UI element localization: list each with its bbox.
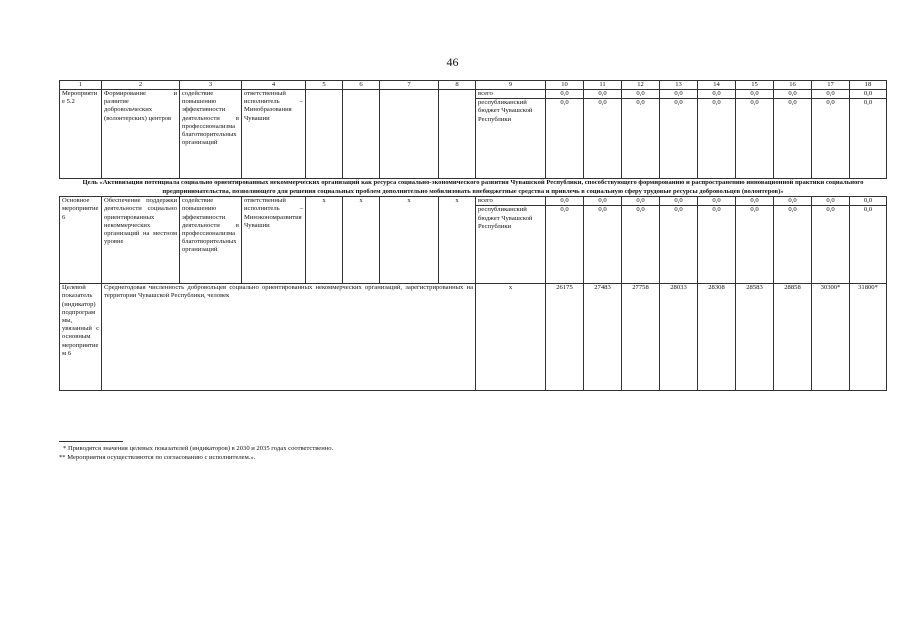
col-number: 2 (102, 81, 180, 90)
goal-row (60, 179, 887, 197)
col-number: 15 (736, 81, 774, 90)
col-number: 9 (476, 81, 546, 90)
value-cell: 0,0 (698, 206, 736, 284)
value-cell: 0,0 (812, 197, 850, 206)
indicator-value: 27758 (622, 284, 660, 391)
value-cell: 0,0 (774, 197, 812, 206)
cell (380, 90, 439, 179)
col-number: 12 (622, 81, 660, 90)
value-cell: 0,0 (812, 206, 850, 284)
measure-goal: содействие повышению эффективности деятельности в профессионализма благотворительных организаций (180, 197, 242, 284)
measure-name: Основное мероприятие 6 (60, 197, 102, 284)
value-cell: 0,0 (584, 90, 622, 99)
value-cell: 0,0 (736, 99, 774, 179)
value-cell: 0,0 (850, 99, 887, 179)
value-cell: 0,0 (546, 99, 584, 179)
col-number: 8 (439, 81, 476, 90)
cell (306, 90, 343, 179)
cell: x (306, 197, 343, 284)
cell: x (343, 197, 380, 284)
indicator-description: Среднегодовая численность добровольцев социально ориентированных некоммерческих организаций, зарегистрированных на территории Чувашской Республики, человек (102, 284, 476, 391)
cell (439, 90, 476, 179)
col-number: 6 (343, 81, 380, 90)
measure-executor: ответственный исполнитель – Минобразования Чувашии (242, 90, 306, 179)
col-number: 18 (850, 81, 887, 90)
value-cell: 0,0 (698, 99, 736, 179)
table-row-target-indicator (60, 284, 887, 391)
value-cell: 0,0 (622, 206, 660, 284)
cell: x (439, 197, 476, 284)
value-cell: 0,0 (660, 197, 698, 206)
value-cell: 0,0 (660, 206, 698, 284)
funding-source-budget: республиканский бюджет Чувашской Республики (476, 99, 546, 179)
cell (343, 90, 380, 179)
value-cell: 0,0 (736, 197, 774, 206)
value-cell: 0,0 (774, 90, 812, 99)
indicator-name: Целевой показатель (индикатор) подпрограммы, увязанный с основным мероприятием 6 (60, 284, 102, 391)
value-cell: 0,0 (622, 99, 660, 179)
footnote: ** Мероприятия осуществляются по согласованию с исполнителем.». (59, 454, 256, 461)
value-cell: 0,0 (774, 99, 812, 179)
value-cell: 0,0 (736, 90, 774, 99)
footnotes (59, 441, 859, 462)
indicator-value: 31800* (850, 284, 887, 391)
page-number: 46 (446, 55, 459, 69)
value-cell: 0,0 (546, 90, 584, 99)
funding-source-total: всего (476, 197, 546, 206)
funding-source-budget: республиканский бюджет Чувашской Республики (476, 206, 546, 284)
value-cell: 0,0 (850, 206, 887, 284)
indicator-value: 27483 (584, 284, 622, 391)
goal-heading: Цель «Активизация потенциала социально ориентированных некоммерческих организаций как ресурса социально-экономического развития Чувашской Республики, способствующего формированию и распространению инновационной практики социального предпринимательства, позволяющего для решения социальных проблем дополнительно мобилизовать внебюджетные средства и привлечь в социальную сферу трудовые ресурсы добровольцев (волонтеров)» (60, 179, 887, 197)
col-number: 4 (242, 81, 306, 90)
measure-executor: ответственный исполнитель – Минэкономразвития Чувашии (242, 197, 306, 284)
value-cell: 0,0 (584, 99, 622, 179)
col-number: 16 (774, 81, 812, 90)
measure-goal: содействие повышению эффективности деятельности в профессионализма благотворительных организаций (180, 90, 242, 179)
value-cell: 0,0 (546, 206, 584, 284)
measure-title: Формирование и развитие добровольческих (волонтерских) центров (102, 90, 180, 179)
measure-name: Мероприятие 5.2 (60, 90, 102, 179)
value-cell: 0,0 (660, 90, 698, 99)
value-cell: 0,0 (812, 99, 850, 179)
value-cell: 0,0 (546, 197, 584, 206)
footnote: * Приводятся значения целевых показателей (индикаторов) в 2030 и 2035 годах соответственно. (63, 445, 334, 452)
col-number: 3 (180, 81, 242, 90)
value-cell: 0,0 (584, 206, 622, 284)
indicator-value: 28858 (774, 284, 812, 391)
indicator-value: 28033 (660, 284, 698, 391)
footnote-divider (59, 441, 123, 442)
cell: x (380, 197, 439, 284)
indicator-value: 28583 (736, 284, 774, 391)
value-cell: 0,0 (850, 90, 887, 99)
measure-title: Обеспечение поддержки деятельности социально ориентированных некоммерческих организаций на местном уровне (102, 197, 180, 284)
column-number-row (60, 81, 887, 90)
col-number: 13 (660, 81, 698, 90)
table-row-main-measure-6 (60, 197, 887, 206)
col-number: 1 (60, 81, 102, 90)
value-cell: 0,0 (774, 206, 812, 284)
value-cell: 0,0 (660, 99, 698, 179)
indicator-value: 26175 (546, 284, 584, 391)
col-number: 5 (306, 81, 343, 90)
value-cell: 0,0 (850, 197, 887, 206)
indicator-value: 28308 (698, 284, 736, 391)
value-cell: 0,0 (622, 197, 660, 206)
col-number: 7 (380, 81, 439, 90)
col-number: 11 (584, 81, 622, 90)
value-cell: 0,0 (584, 197, 622, 206)
table-row-measure-5-2 (60, 90, 887, 99)
col-number: 10 (546, 81, 584, 90)
col-number: 17 (812, 81, 850, 90)
indicator-x: x (476, 284, 546, 391)
indicator-value: 30300* (812, 284, 850, 391)
funding-source-total: всего (476, 90, 546, 99)
col-number: 14 (698, 81, 736, 90)
value-cell: 0,0 (698, 90, 736, 99)
value-cell: 0,0 (812, 90, 850, 99)
value-cell: 0,0 (698, 197, 736, 206)
value-cell: 0,0 (736, 206, 774, 284)
program-table (59, 80, 887, 391)
value-cell: 0,0 (622, 90, 660, 99)
